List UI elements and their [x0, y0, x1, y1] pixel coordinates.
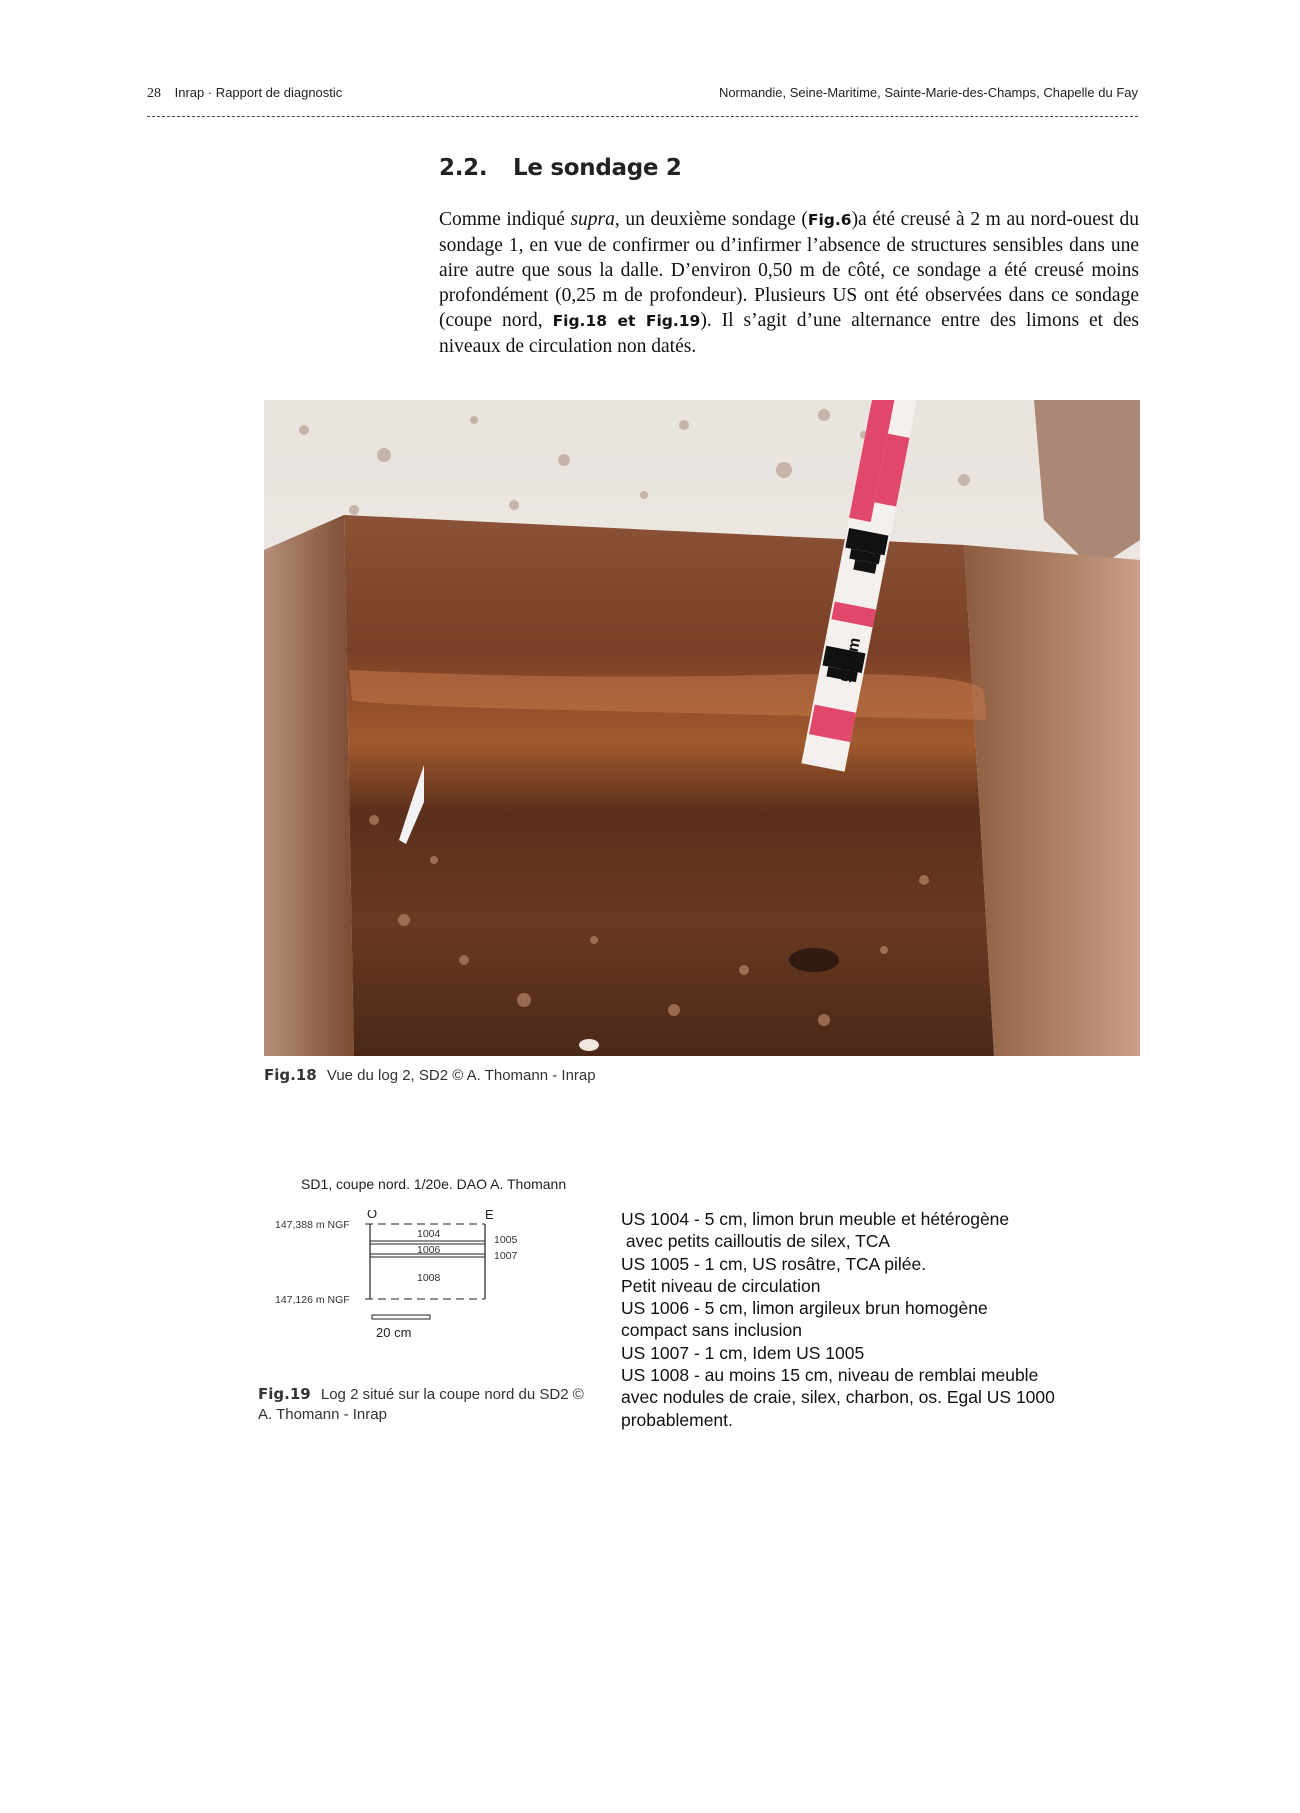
figure-19-caption-text: Log 2 situé sur la coupe nord du SD2 © A. Thomann - Inrap [258, 1386, 584, 1423]
paragraph-text: Comme indiqué [439, 209, 571, 230]
unit-1006: 1006 [417, 1244, 441, 1256]
paragraph-text: ). Il s’agit d’une alternance entre des limons et des niveaux de circulation non datés. [439, 310, 1140, 357]
section-number: 2.2. [439, 155, 488, 181]
us-line: Petit niveau de circulation [621, 1275, 821, 1296]
running-header-right: Normandie, Seine-Maritime, Sainte-Marie-des-Champs, Chapelle du Fay [718, 85, 1138, 100]
us-line: US 1006 - 5 cm, limon argileux brun homogène [621, 1298, 988, 1319]
report-title: Inrap · Rapport de diagnostic [174, 85, 343, 100]
figure-reference: Fig.18 et Fig.19 [552, 312, 701, 330]
us-line: US 1008 - au moins 15 cm, niveau de remblai meuble [621, 1365, 1039, 1386]
excavation-photo [264, 400, 1140, 1056]
unit-1004: 1004 [417, 1228, 441, 1240]
running-header-left [147, 85, 342, 102]
section-title: Le sondage 2 [513, 155, 682, 181]
paragraph-italic: supra [570, 209, 615, 230]
us-line: compact sans inclusion [621, 1320, 802, 1341]
header-divider [147, 116, 1138, 117]
figure-reference: Fig.6 [807, 211, 852, 229]
unit-1008: 1008 [417, 1272, 441, 1284]
log-drawing [270, 1210, 570, 1350]
log-west-label: O [367, 1210, 378, 1221]
paragraph-text: )a été creusé à 2 m au nord-ouest du sondage 1, en vue de confirmer ou d’infirmer l’absence de structures sensibles dans une aire autre que sous la dalle. D’environ 0,50 m de côté, ce sondage a été creusé moins profondément (0,25 m de profondeur). Plusieurs US ont été observées dans ce sondage (coupe nord, [439, 209, 1139, 331]
section-heading [439, 155, 682, 181]
figure-19-label: Fig.19 [258, 1385, 311, 1403]
photo-illustration [264, 400, 1140, 1056]
log-east-label: E [485, 1210, 494, 1222]
us-line: avec nodules de craie, silex, charbon, os. Egal US 1000 [621, 1387, 1055, 1408]
unit-1007: 1007 [494, 1250, 518, 1262]
log-bottom-altitude: 147,126 m NGF [275, 1294, 350, 1306]
body-paragraph [439, 207, 1139, 359]
figure-18-caption-text: Vue du log 2, SD2 © A. Thomann - Inrap [326, 1067, 596, 1084]
log-scale: 20 cm [376, 1325, 412, 1340]
paragraph-text: , un deuxième sondage ( [614, 209, 808, 230]
page-number: 28 [147, 86, 161, 101]
figure-19-caption [258, 1384, 598, 1425]
unit-1005: 1005 [494, 1234, 518, 1246]
log-top-altitude: 147,388 m NGF [275, 1219, 350, 1231]
figure-18-caption [264, 1066, 596, 1084]
us-line: probablement. [621, 1409, 733, 1430]
us-line: US 1007 - 1 cm, Idem US 1005 [621, 1342, 865, 1363]
log-title: SD1, coupe nord. 1/20e. DAO A. Thomann [301, 1176, 567, 1192]
us-line: avec petits cailloutis de silex, TCA [621, 1231, 891, 1252]
scale-label: 50 cm [838, 636, 865, 685]
figure-18-label: Fig.18 [264, 1066, 317, 1084]
us-line: US 1005 - 1 cm, US rosâtre, TCA pilée. [621, 1253, 927, 1274]
us-descriptions [621, 1208, 1141, 1431]
us-line: US 1004 - 5 cm, limon brun meuble et hétérogène [621, 1209, 1010, 1229]
stratigraphic-log [270, 1210, 570, 1350]
